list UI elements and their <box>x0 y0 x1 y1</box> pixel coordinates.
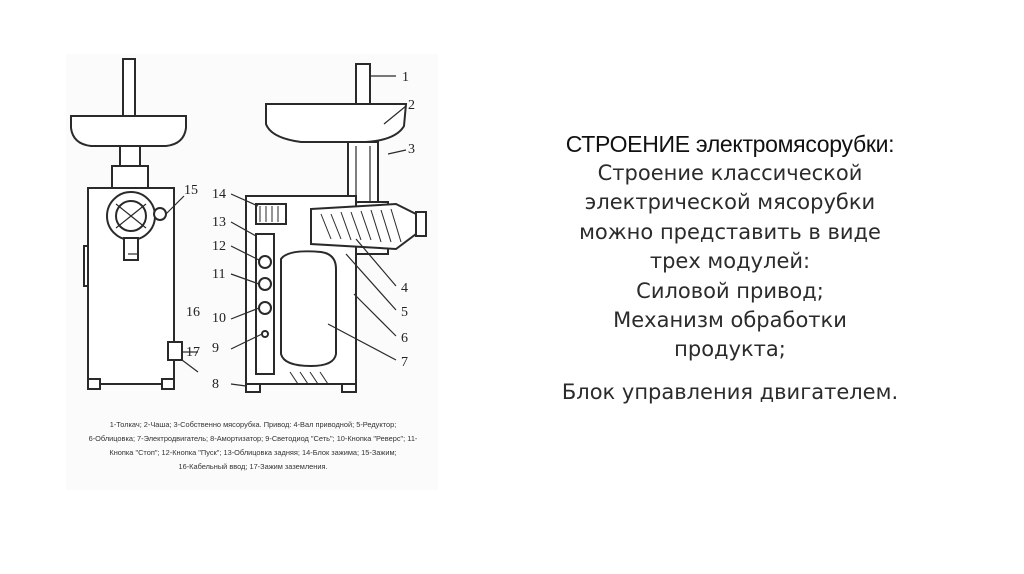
front-head <box>112 166 148 188</box>
front-clamp <box>154 208 166 220</box>
auger-housing <box>311 204 416 249</box>
callout-10: 10 <box>212 311 226 326</box>
front-neck <box>120 146 140 166</box>
power-led <box>262 331 268 337</box>
legend-line: 16-Кабельный ввод; 17-Зажим заземления. <box>178 462 328 471</box>
callout-8: 8 <box>212 377 219 392</box>
front-outlet <box>124 238 138 260</box>
body-line: трех модулей: <box>649 249 811 274</box>
callout-2: 2 <box>408 98 415 113</box>
body-line: Механизм обработки <box>613 308 847 333</box>
callout-15: 15 <box>184 183 198 198</box>
callout-13: 13 <box>212 215 226 230</box>
front-cable-input <box>168 342 182 360</box>
callout-1: 1 <box>402 70 409 85</box>
body-last-line: Блок управления двигателем. <box>561 379 899 404</box>
reverse-button <box>259 302 271 314</box>
front-pusher <box>123 59 135 117</box>
stop-button <box>259 278 271 290</box>
callout-6: 6 <box>401 331 408 346</box>
body-line: продукта; <box>674 337 786 362</box>
body-line: электрической мясорубки <box>584 190 876 215</box>
diagram-legend <box>88 418 418 474</box>
slide-text <box>510 130 950 407</box>
section-view <box>231 64 426 392</box>
callout-12: 12 <box>212 239 226 254</box>
callout-17: 17 <box>186 345 200 360</box>
legend-line: Кнопка "Стоп"; 12-Кнопка "Пуск"; 13-Облицовка задняя; 14-Блок зажима; 15-Зажим; <box>109 448 397 457</box>
body-line: Силовой привод; <box>636 278 824 303</box>
body-line: можно представить в виде <box>579 219 881 244</box>
legend-line: 6-Облицовка; 7-Электродвигатель; 8-Амортизатор; 9-Светодиод "Сеть"; 10-Кнопка "Реверс"; 11- <box>88 434 418 443</box>
callout-4: 4 <box>401 281 408 296</box>
start-button <box>259 256 271 268</box>
front-bowl <box>71 116 186 146</box>
callout-14: 14 <box>212 187 226 202</box>
front-view <box>71 59 198 389</box>
callout-16: 16 <box>186 305 200 320</box>
slide-title: СТРОЕНИЕ электромясорубки: <box>565 131 895 157</box>
front-side <box>84 246 88 286</box>
callout-9: 9 <box>212 341 219 356</box>
callout-11: 11 <box>212 267 226 282</box>
callout-5: 5 <box>401 305 408 320</box>
grate <box>416 212 426 236</box>
legend-line: 1-Толкач; 2-Чаша; 3-Собственно мясорубка. Привод: 4-Вал приводной; 5-Редуктор; <box>109 420 397 429</box>
motor <box>281 251 336 366</box>
body-line: Строение классической <box>597 161 863 185</box>
callout-3: 3 <box>408 142 415 157</box>
callout-7: 7 <box>401 355 408 370</box>
